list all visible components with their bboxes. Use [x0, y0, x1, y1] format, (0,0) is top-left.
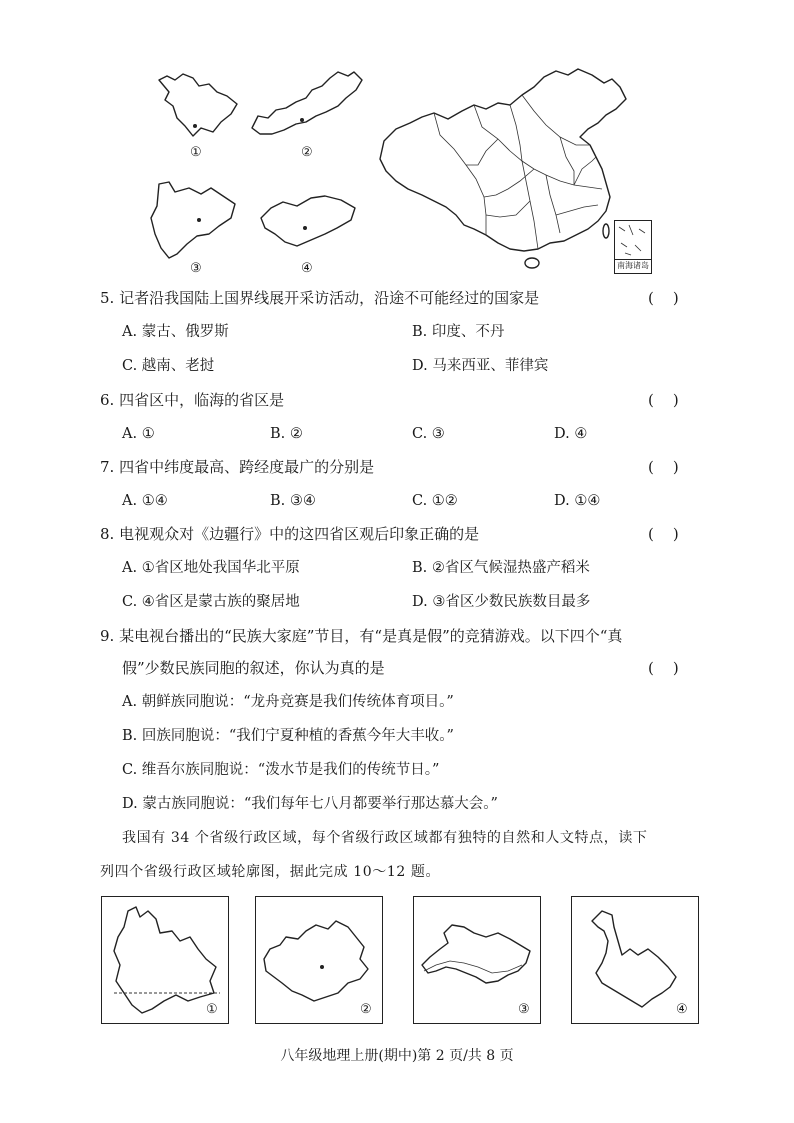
q5-option-d[interactable]: D. 马来西亚、菲律宾	[412, 358, 549, 374]
province-outline-4	[255, 190, 365, 250]
figure-label-1: ①	[190, 145, 202, 160]
question-5-stem: 5. 记者沿我国陆上国界线展开采访活动，沿途不可能经过的国家是	[100, 289, 540, 307]
figure-label-3: ③	[190, 261, 202, 276]
question-8-stem: 8. 电视观众对《边疆行》中的这四省区观后印象正确的是	[100, 525, 480, 543]
q7-option-c[interactable]: C. ①②	[412, 493, 458, 509]
q7-option-b[interactable]: B. ③④	[270, 493, 316, 509]
answer-blank-8[interactable]: ( )	[648, 525, 679, 543]
q7-option-a[interactable]: A. ①④	[122, 493, 168, 509]
question-6-stem: 6. 四省区中，临海的省区是	[100, 391, 285, 409]
q9-option-a[interactable]: A. 朝鲜族同胞说：“龙舟竞赛是我们传统体育项目。”	[122, 694, 454, 710]
q6-option-c[interactable]: C. ③	[412, 426, 445, 442]
q6-option-a[interactable]: A. ①	[122, 426, 155, 442]
q9-option-b[interactable]: B. 回族同胞说：“我们宁夏种植的香蕉今年大丰收。”	[122, 728, 454, 744]
q6-option-b[interactable]: B. ②	[270, 426, 303, 442]
outline-box-1	[101, 896, 229, 1024]
page-footer: 八年级地理上册(期中)第 2 页/共 8 页	[280, 1048, 514, 1064]
outline-box-2	[255, 896, 383, 1024]
q8-option-b[interactable]: B. ②省区气候湿热盛产稻米	[412, 560, 590, 576]
figure-label-2: ②	[301, 145, 313, 160]
q7-option-d[interactable]: D. ①④	[554, 493, 601, 509]
answer-blank-7[interactable]: ( )	[648, 458, 679, 476]
province-outline-1	[155, 70, 245, 140]
q8-option-a[interactable]: A. ①省区地处我国华北平原	[122, 560, 300, 576]
answer-blank-5[interactable]: ( )	[648, 289, 679, 307]
bottom-label-4: ④	[676, 1002, 688, 1017]
answer-blank-9[interactable]: ( )	[648, 659, 679, 677]
q5-option-a[interactable]: A. 蒙古、俄罗斯	[122, 324, 229, 340]
q9-option-d[interactable]: D. 蒙古族同胞说：“我们每年七八月都要举行那达慕大会。”	[122, 796, 498, 812]
question-7-stem: 7. 四省中纬度最高、跨经度最广的分别是	[100, 458, 375, 476]
q5-option-c[interactable]: C. 越南、老挝	[122, 358, 215, 374]
outline-box-4	[571, 896, 699, 1024]
outline-box-3	[413, 896, 541, 1024]
inset-label: 南海诸岛	[617, 261, 649, 270]
bottom-label-1: ①	[206, 1002, 218, 1017]
south-sea-inset	[614, 220, 652, 274]
q8-option-c[interactable]: C. ④省区是蒙古族的聚居地	[122, 594, 300, 610]
q5-option-b[interactable]: B. 印度、不丹	[412, 324, 505, 340]
intro-line-1: 我国有 34 个省级行政区域，每个省级行政区域都有独特的自然和人文特点，读下	[122, 830, 648, 846]
province-outline-3	[145, 178, 245, 263]
bottom-label-2: ②	[360, 1002, 372, 1017]
bottom-label-3: ③	[518, 1002, 530, 1017]
q9-option-c[interactable]: C. 维吾尔族同胞说：“泼水节是我们的传统节日。”	[122, 762, 440, 778]
q6-option-d[interactable]: D. ④	[554, 426, 588, 442]
answer-blank-6[interactable]: ( )	[648, 391, 679, 409]
intro-line-2: 列四个省级行政区域轮廓图，据此完成 10～12 题。	[100, 864, 441, 880]
question-9-stem-line1: 9. 某电视台播出的“民族大家庭”节目，有“是真是假”的竞猜游戏。以下四个“真	[100, 627, 623, 645]
province-outline-2	[250, 68, 370, 143]
figure-label-4: ④	[301, 261, 313, 276]
question-9-stem-line2: 假”少数民族同胞的叙述，你认为真的是	[122, 659, 385, 677]
q8-option-d[interactable]: D. ③省区少数民族数目最多	[412, 594, 591, 610]
